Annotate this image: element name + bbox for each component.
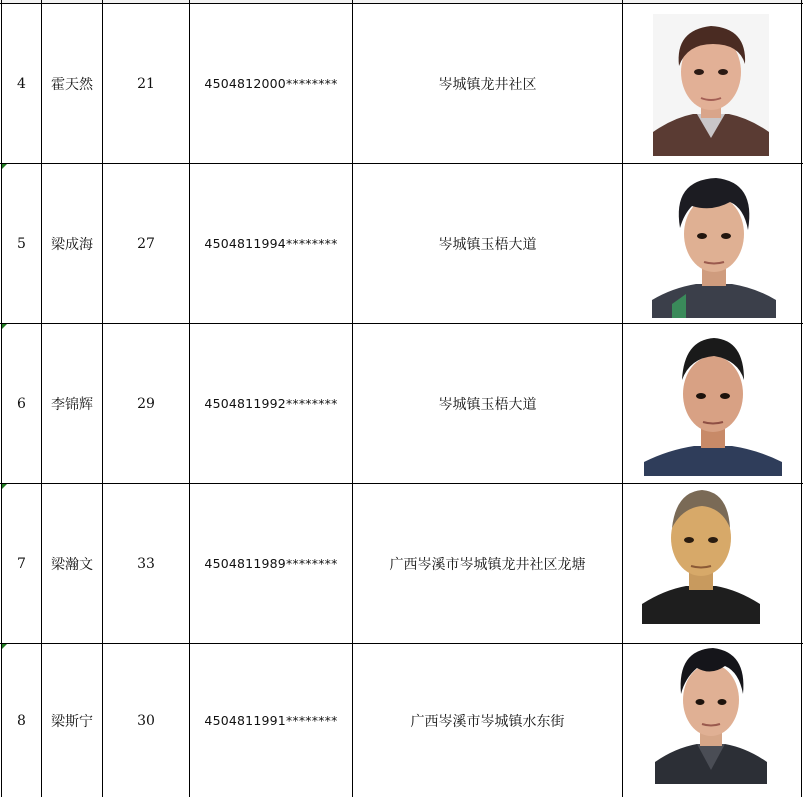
column-divider: [801, 0, 802, 797]
person-photo: [653, 14, 769, 156]
row-divider: [0, 323, 803, 324]
person-name: 霍天然: [51, 76, 93, 93]
column-divider: [622, 0, 623, 797]
table-row: [0, 4, 803, 163]
person-name: 梁成海: [51, 236, 93, 253]
row-number: 6: [17, 395, 26, 412]
address: 岑城镇玉梧大道: [438, 236, 537, 253]
person-photo: [652, 172, 776, 318]
column-divider: [189, 0, 190, 797]
table-row: [0, 324, 803, 483]
id-number: 4504811992********: [204, 396, 338, 411]
person-photo: [655, 644, 767, 784]
column-divider: [41, 0, 42, 797]
row-number: 5: [17, 235, 26, 252]
person-name: 李锦辉: [51, 396, 93, 413]
person-age: 30: [137, 712, 155, 729]
person-age: 33: [137, 555, 155, 572]
cell-marker: [2, 324, 7, 329]
cell-marker: [2, 644, 7, 649]
id-number: 4504811994********: [204, 236, 338, 251]
column-divider: [102, 0, 103, 797]
cell-marker: [2, 484, 7, 489]
row-divider: [0, 3, 803, 4]
table-row: [0, 644, 803, 797]
address: 广西岑溪市岑城镇水东街: [410, 713, 565, 730]
person-name: 梁斯宁: [51, 713, 93, 730]
row-divider: [0, 643, 803, 644]
id-number: 4504811989********: [204, 556, 338, 571]
id-number: 4504811991********: [204, 713, 338, 728]
id-number: 4504812000********: [204, 76, 338, 91]
person-age: 29: [137, 395, 155, 412]
row-number: 8: [17, 712, 26, 729]
photo-cell: [623, 644, 801, 797]
person-photo: [644, 334, 782, 476]
column-divider: [352, 0, 353, 797]
person-age: 21: [137, 75, 155, 92]
address: 岑城镇玉梧大道: [438, 396, 537, 413]
photo-cell: [623, 164, 801, 323]
row-number: 4: [17, 75, 26, 92]
person-age: 27: [137, 235, 155, 252]
address: 岑城镇龙井社区: [438, 76, 537, 93]
cell-marker: [2, 164, 7, 169]
table-row: [0, 484, 803, 643]
person-photo: [642, 488, 760, 624]
photo-cell: [623, 324, 801, 483]
table-row: [0, 164, 803, 323]
row-number: 7: [17, 555, 26, 572]
address: 广西岑溪市岑城镇龙井社区龙塘: [389, 556, 586, 573]
row-divider: [0, 483, 803, 484]
column-divider: [1, 0, 2, 797]
row-divider: [0, 163, 803, 164]
photo-cell: [623, 484, 801, 643]
person-name: 梁瀚文: [51, 556, 93, 573]
photo-cell: [623, 4, 801, 163]
